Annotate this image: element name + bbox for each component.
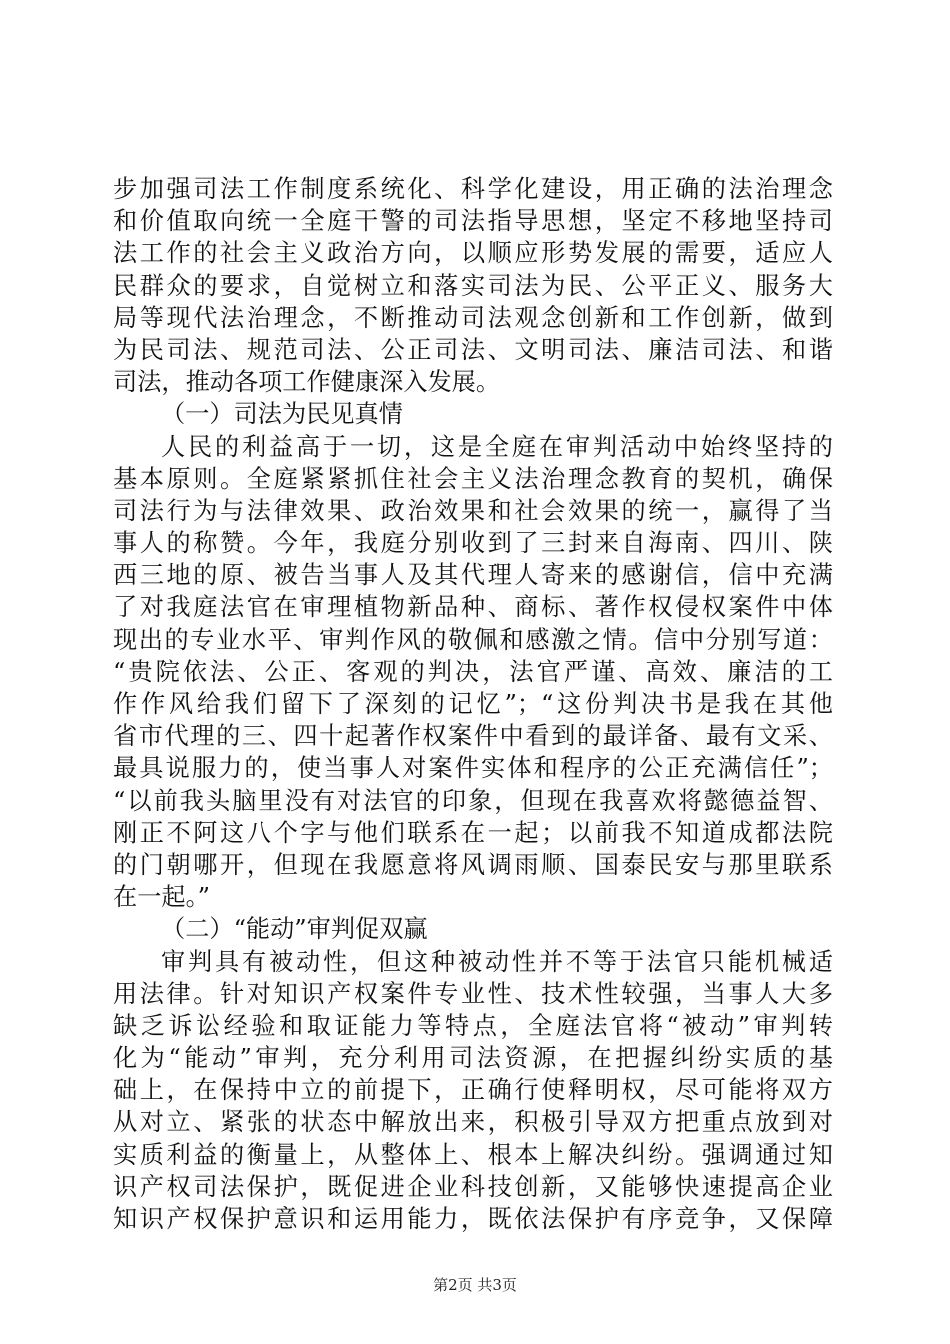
- text-line: 审判具有被动性，但这种被动性并不等于法官只能机械适: [161, 947, 833, 976]
- text-line: “以前我头脑里没有对法官的印象，但现在我喜欢将懿德益智、: [113, 786, 833, 815]
- text-line: 局等现代法治理念，不断推动司法观念创新和工作创新，做到: [113, 303, 833, 332]
- text-line: 现出的专业水平、审判作风的敬佩和感激之情。信中分别写道：: [113, 625, 833, 654]
- text-line: 为民司法、规范司法、公正司法、文明司法、廉洁司法、和谐: [113, 335, 833, 364]
- text-line: 最具说服力的，使当事人对案件实体和程序的公正充满信任”；: [113, 754, 833, 783]
- section-heading: （二）“能动”审判促双赢: [161, 915, 428, 944]
- text-line: 和价值取向统一全庭干警的司法指导思想，坚定不移地坚持司: [113, 207, 833, 236]
- text-line: 刚正不阿这八个字与他们联系在一起；以前我不知道成都法院: [113, 818, 833, 847]
- text-line: 的门朝哪开，但现在我愿意将风调雨顺、国泰民安与那里联系: [113, 850, 833, 879]
- text-line: 础上，在保持中立的前提下，正确行使释明权，尽可能将双方: [113, 1076, 833, 1105]
- text-line: 在一起。”: [113, 883, 211, 912]
- text-line: 作作风给我们留下了深刻的记忆”；“这份判决书是我在其他: [113, 690, 833, 718]
- text-line: 司法，推动各项工作健康深入发展。: [113, 368, 501, 397]
- text-line: 实质利益的衡量上，从整体上、根本上解决纠纷。强调通过知: [113, 1140, 833, 1169]
- text-line: 缺乏诉讼经验和取证能力等特点，全庭法官将“被动”审判转: [113, 1011, 833, 1040]
- text-line: 民群众的要求，自觉树立和落实司法为民、公平正义、服务大: [113, 271, 833, 300]
- text-line: 从对立、紧张的状态中解放出来，积极引导双方把重点放到对: [113, 1108, 833, 1137]
- section-heading: （一）司法为民见真情: [161, 400, 403, 429]
- document-body: [113, 173, 833, 1235]
- text-line: 司法行为与法律效果、政治效果和社会效果的统一，赢得了当: [113, 496, 833, 525]
- text-line: 西三地的原、被告当事人及其代理人寄来的感谢信，信中充满: [113, 561, 833, 590]
- text-line: “贵院依法、公正、客观的判决，法官严谨、高效、廉洁的工: [113, 657, 833, 686]
- text-line: 步加强司法工作制度系统化、科学化建设，用正确的法治理念: [113, 175, 833, 203]
- text-line: 化为“能动”审判，充分利用司法资源，在把握纠纷实质的基: [113, 1044, 833, 1073]
- text-line: 法工作的社会主义政治方向，以顺应形势发展的需要，适应人: [113, 239, 833, 268]
- text-line: 知识产权保护意识和运用能力，既依法保护有序竞争，又保障: [113, 1205, 833, 1233]
- text-line: 用法律。针对知识产权案件专业性、技术性较强，当事人大多: [113, 979, 833, 1008]
- text-line: 人民的利益高于一切，这是全庭在审判活动中始终坚持的: [161, 432, 833, 461]
- page-footer: 第2页 共3页: [433, 1276, 517, 1294]
- text-line: 基本原则。全庭紧紧抓住社会主义法治理念教育的契机，确保: [113, 464, 833, 493]
- text-line: 省市代理的三、四十起著作权案件中看到的最详备、最有文采、: [113, 722, 833, 751]
- text-line: 识产权司法保护，既促进企业科技创新，又能够快速提高企业: [113, 1172, 833, 1201]
- text-line: 了对我庭法官在审理植物新品种、商标、著作权侵权案件中体: [113, 593, 833, 622]
- text-line: 事人的称赞。今年，我庭分别收到了三封来自海南、四川、陕: [113, 529, 833, 558]
